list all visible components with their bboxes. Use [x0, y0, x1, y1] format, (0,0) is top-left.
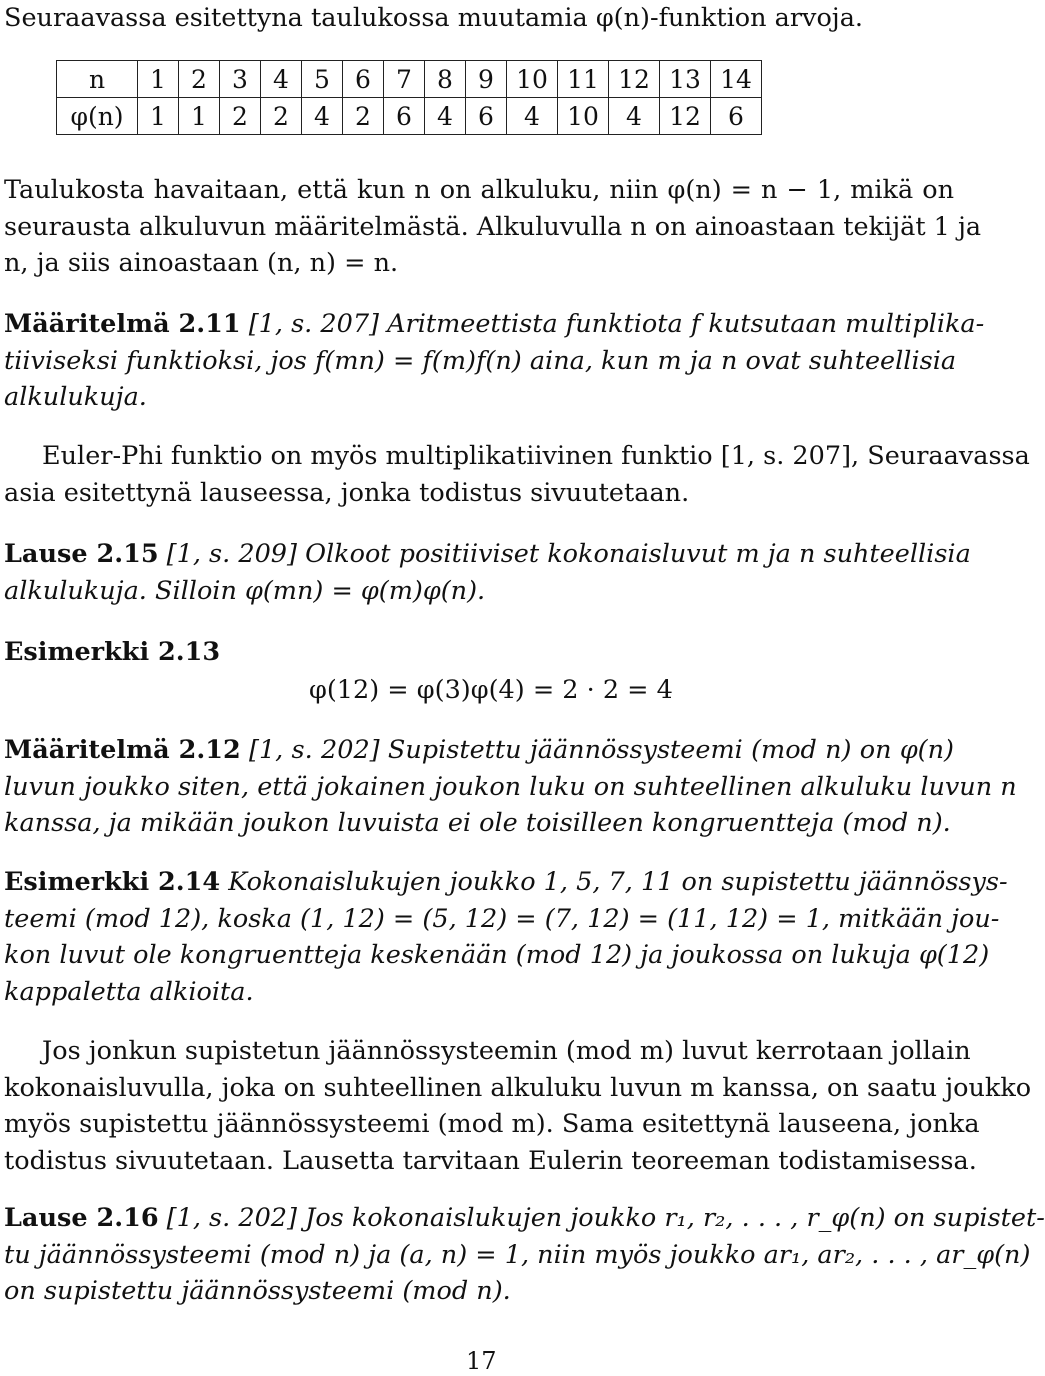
- observation-paragraph: [4, 172, 982, 282]
- page-number: 17: [466, 1347, 497, 1375]
- table-cell: 4: [425, 98, 466, 135]
- table-cell: 1: [179, 98, 220, 135]
- definition-text: tiiviseksi funktioksi, jos f(mn) = f(m)f(n) aina, kun m ja n ovat suhteellisia: [4, 345, 957, 376]
- paragraph-line: kokonaisluvulla, joka on suhteellinen alkuluku luvun m kanssa, on saatu joukko: [4, 1072, 1032, 1103]
- table-cell: 1: [138, 61, 179, 98]
- table-cell: 5: [302, 61, 343, 98]
- table-row-header: φ(n): [57, 98, 138, 135]
- definition-2-11: [4, 306, 985, 416]
- theorem-text: on supistettu jäännössysteemi (mod n).: [4, 1276, 511, 1306]
- example-2-13: [4, 634, 954, 671]
- example-text: kon luvut ole kongruentteja keskenään (mod 12) ja joukossa on lukuja φ(12): [4, 940, 990, 970]
- intro-paragraph: [4, 0, 954, 37]
- table-cell: 2: [220, 98, 261, 135]
- table-cell: 3: [220, 61, 261, 98]
- euler-paragraph: [4, 438, 1030, 511]
- table-cell: 11: [558, 61, 609, 98]
- paragraph-line: Jos jonkun supistetun jäännössysteemin (mod m) luvut kerrotaan jollain: [42, 1036, 971, 1066]
- table-cell: 13: [660, 61, 711, 98]
- example-2-14: [4, 864, 1008, 1010]
- table-cell: 9: [466, 61, 507, 98]
- table-row-header: n: [57, 61, 138, 98]
- table-cell: 6: [343, 61, 384, 98]
- theorem-text: Olkoot positiiviset kokonaisluvut m ja n suhteellisia: [305, 539, 971, 569]
- table-cell: 8: [425, 61, 466, 98]
- example-label: Esimerkki 2.14: [4, 867, 221, 897]
- paragraph-line: Taulukosta havaitaan, että kun n on alkuluku, niin φ(n) = n − 1, mikä on: [4, 175, 954, 205]
- table-cell: 4: [507, 98, 558, 135]
- theorem-label: Lause 2.15: [4, 539, 159, 569]
- definition-text: Supistettu jäännössysteemi (mod n) on φ(n): [387, 735, 954, 765]
- table-cell: 1: [138, 98, 179, 135]
- paragraph-line: Euler-Phi funktio on myös multiplikatiivinen funktio [1, s. 207], Seuraavassa: [42, 441, 1030, 471]
- definition-text: Aritmeettista funktiota f kutsutaan multiplika-: [387, 309, 985, 339]
- multiply-paragraph: [4, 1033, 1032, 1179]
- example-text: teemi (mod 12), koska (1, 12) = (5, 12) = (7, 12) = (11, 12) = 1, mitkään jou-: [4, 903, 1000, 934]
- table-cell: 14: [711, 61, 762, 98]
- paragraph-line: n, ja siis ainoastaan (n, n) = n.: [4, 248, 399, 278]
- citation-ref: [1, s. 207]: [248, 309, 379, 339]
- table-cell: 2: [261, 98, 302, 135]
- table-row-n: [57, 61, 762, 98]
- table-cell: 7: [384, 61, 425, 98]
- example-label: Esimerkki 2.13: [4, 637, 221, 667]
- theorem-label: Lause 2.16: [4, 1203, 159, 1233]
- table-cell: 2: [179, 61, 220, 98]
- definition-label: Määritelmä 2.12: [4, 735, 241, 765]
- paragraph-line: asia esitettynä lauseessa, jonka todistus sivuutetaan.: [4, 477, 690, 508]
- example-text: Kokonaislukujen joukko 1, 5, 7, 11 on supistettu jäännössys-: [228, 867, 1008, 897]
- table-cell: 6: [711, 98, 762, 135]
- phi-table: [56, 60, 762, 135]
- theorem-text: tu jäännössysteemi (mod n) ja (a, n) = 1, niin myös joukko ar₁, ar₂, . . . , ar_φ(n): [4, 1239, 1031, 1270]
- table-row-phi: [57, 98, 762, 135]
- table-cell: 4: [609, 98, 660, 135]
- citation-ref: [1, s. 209]: [166, 539, 297, 569]
- paragraph-line: myös supistettu jäännössysteemi (mod m). Sama esitettynä lauseena, jonka: [4, 1109, 980, 1139]
- citation-ref: [1, s. 202]: [249, 735, 380, 765]
- definition-text: alkulukuja.: [4, 382, 147, 412]
- table-cell: 10: [558, 98, 609, 135]
- table-cell: 4: [302, 98, 343, 135]
- intro-text: Seuraavassa esitettyna taulukossa muutamia φ(n)-funktion arvoja.: [4, 3, 864, 33]
- theorem-2-15: [4, 536, 971, 609]
- table-cell: 4: [261, 61, 302, 98]
- definition-2-12: [4, 732, 1017, 842]
- paragraph-line: todistus sivuutetaan. Lausetta tarvitaan Eulerin teoreeman todistamisessa.: [4, 1145, 977, 1176]
- paragraph-line: seurausta alkuluvun määritelmästä. Alkuluvulla n on ainoastaan tekijät 1 ja: [4, 211, 982, 242]
- theorem-text: alkulukuja. Silloin φ(mn) = φ(m)φ(n).: [4, 575, 486, 606]
- definition-text: kanssa, ja mikään joukon luvuista ei ole toisilleen kongruentteja (mod n).: [4, 808, 951, 838]
- table-cell: 6: [466, 98, 507, 135]
- theorem-2-16: [4, 1200, 1045, 1310]
- definition-label: Määritelmä 2.11: [4, 309, 241, 339]
- example-equation: φ(12) = φ(3)φ(4) = 2 · 2 = 4: [309, 675, 673, 705]
- table-cell: 12: [660, 98, 711, 135]
- citation-ref: [1, s. 202]: [166, 1203, 297, 1233]
- theorem-text: Jos kokonaislukujen joukko r₁, r₂, . . . , r_φ(n) on supistet-: [305, 1203, 1045, 1233]
- definition-text: luvun joukko siten, että jokainen joukon luku on suhteellinen alkuluku luvun n: [4, 771, 1017, 802]
- table-cell: 6: [384, 98, 425, 135]
- example-text: kappaletta alkioita.: [4, 976, 254, 1007]
- table-cell: 12: [609, 61, 660, 98]
- table-cell: 10: [507, 61, 558, 98]
- table-cell: 2: [343, 98, 384, 135]
